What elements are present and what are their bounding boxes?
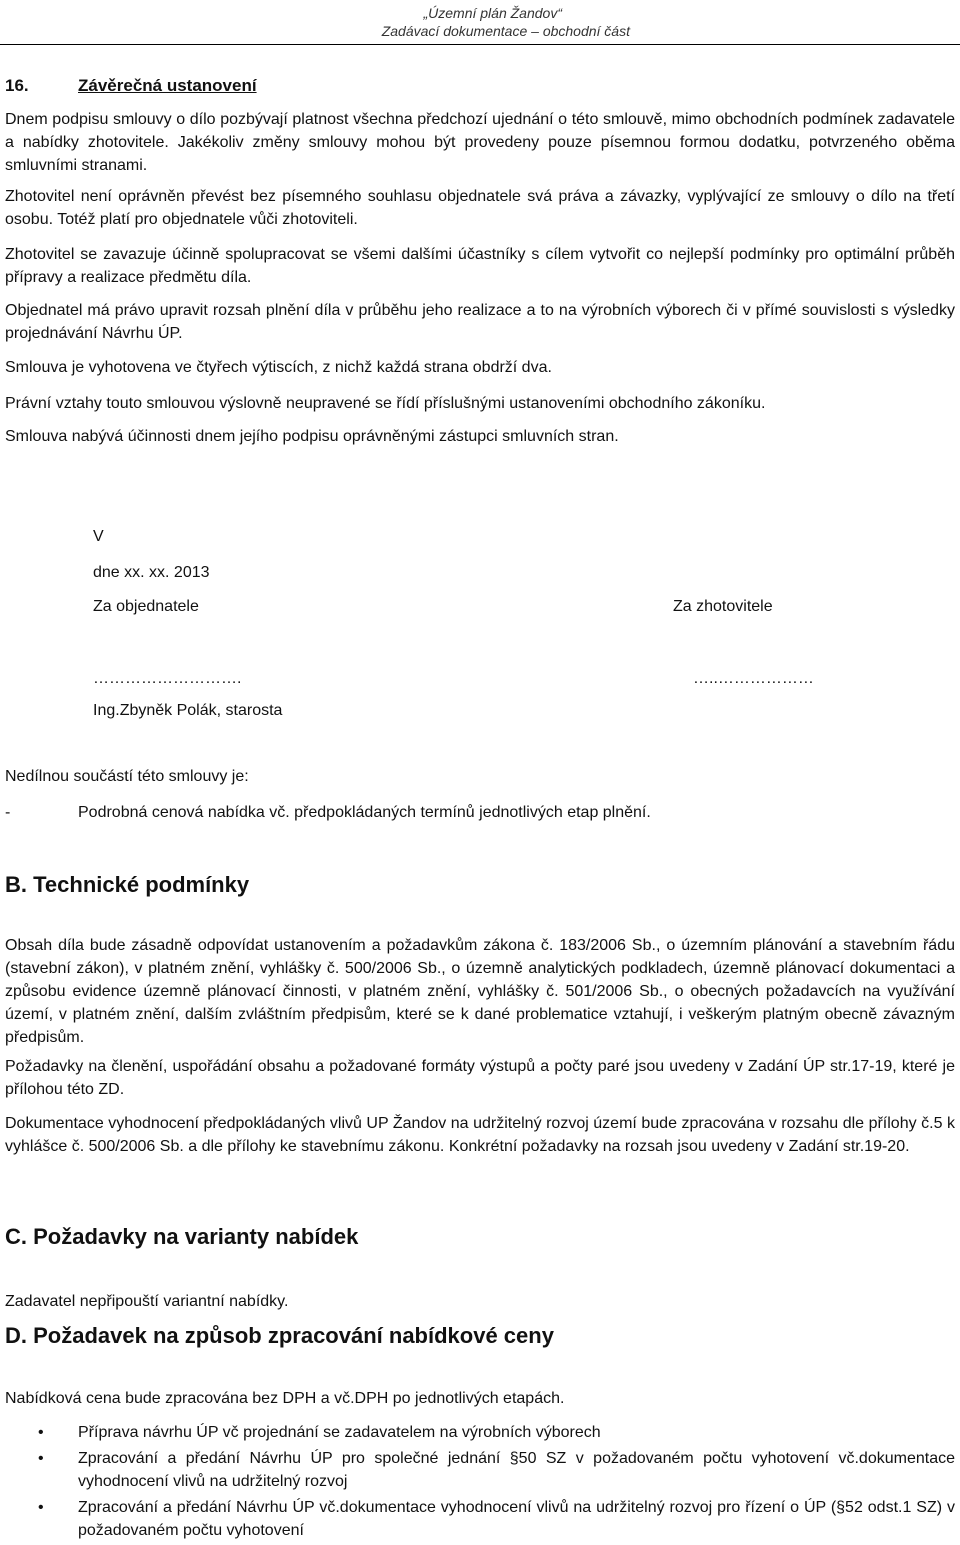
list-item-text: Zpracování a předání Návrhu ÚP vč.dokumentace vyhodnocení vlivů na udržitelný rozvoj pro řízení o ÚP (§52 odst.1 SZ) v požadovaném počtu vyhotovení xyxy=(78,1499,955,1539)
s16-paragraph-6: Právní vztahy touto smlouvou výslovně neupravené se řídí příslušnými ustanoveními obchodního zákoníku. xyxy=(5,395,766,412)
header-document-title: Zadávací dokumentace – obchodní část xyxy=(381,23,630,39)
attachment-intro: Nedílnou součástí této smlouvy je: xyxy=(5,768,249,785)
s16-paragraph-7: Smlouva nabývá účinnosti dnem jejího podpisu oprávněnými zástupci smluvních stran. xyxy=(5,428,619,445)
signature-left-label: Za objednatele xyxy=(93,598,199,615)
signature-left-name: Ing.Zbyněk Polák, starosta xyxy=(93,702,283,719)
bullet-marker: • xyxy=(38,1450,44,1467)
signature-right-line: …..……………… xyxy=(693,670,814,687)
section-b-heading: B. Technické podmínky xyxy=(5,872,250,897)
price-items-list xyxy=(5,1421,955,1545)
signature-right-label: Za zhotovitele xyxy=(673,598,773,615)
s16-paragraph-4: Objednatel má právo upravit rozsah plnění díla v průběhu jeho realizace a to na výrobních výborech či v přímé souvislosti s výsledky projednávání Návrhu ÚP. xyxy=(5,302,955,342)
list-item-text: Zpracování a předání Návrhu ÚP pro společné jednání §50 SZ v požadovaném počtu vyhotovení vč.dokumentace vyhodnocení vlivů na udržitelný rozvoj xyxy=(78,1450,955,1490)
section-c-heading: C. Požadavky na varianty nabídek xyxy=(5,1224,359,1249)
list-item xyxy=(5,1421,955,1444)
section-16-heading xyxy=(5,76,955,96)
signature-place: V xyxy=(93,528,104,545)
s16-paragraph-2: Zhotovitel není oprávněn převést bez písemného souhlasu objednatele svá práva a závazky, vyplývající ze smlouvy o dílo na třetí osobu. Totéž platí pro objednatele vůči zhotoviteli. xyxy=(5,188,955,228)
list-item-text: Příprava návrhu ÚP vč projednání se zadavatelem na výrobních výborech xyxy=(78,1424,601,1441)
signature-left-line: ………………………. xyxy=(93,670,242,687)
signature-date: dne xx. xx. 2013 xyxy=(93,564,210,581)
sb-paragraph-1: Obsah díla bude zásadně odpovídat ustanovením a požadavkům zákona č. 183/2006 Sb., o územním plánování a stavebním řádu (stavební zákon), v platném znění, vyhlášky č. 500/2006 Sb., o územně analytických podkladech, územně plánovací dokumentaci a způsobu evidence územně plánovací činnosti, v platném znění, vyhlášky č. 501/2006 Sb., o obecných požadavcích na využívání území, v platném znění, dalším zvláštním předpisům, které se k dané problematice vztahují, i veškerým platným obecně závazným předpisům. xyxy=(5,937,955,1046)
attachment-item: Podrobná cenová nabídka vč. předpokládaných termínů jednotlivých etap plnění. xyxy=(78,804,651,821)
list-item xyxy=(5,1447,955,1493)
bullet-marker: • xyxy=(38,1499,44,1516)
s16-paragraph-1: Dnem podpisu smlouvy o dílo pozbývají platnost všechna předchozí ujednání o této smlouvě, mimo obchodních podmínek zadavatele a nabídky zhotovitele. Jakékoliv změny smlouvy mohou být provedeny pouze písemnou formou dodatku, potvrzeného oběma smluvními stranami. xyxy=(5,111,955,174)
section-c-text: Zadavatel nepřipouští variantní nabídky. xyxy=(5,1293,289,1310)
section-16-title: Závěrečná ustanovení xyxy=(78,76,257,95)
attachment-dash: - xyxy=(5,804,11,821)
section-d-heading: D. Požadavek na způsob zpracování nabídkové ceny xyxy=(5,1323,554,1348)
header-project-title: „Územní plán Žandov“ xyxy=(423,5,562,21)
page-header xyxy=(0,4,960,42)
s16-paragraph-5: Smlouva je vyhotovena ve čtyřech výtiscích, z nichž každá strana obdrží dva. xyxy=(5,359,552,376)
list-item xyxy=(5,1496,955,1542)
bullet-marker: • xyxy=(38,1424,44,1441)
section-16-number: 16. xyxy=(5,76,29,95)
s16-paragraph-3: Zhotovitel se zavazuje účinně spolupracovat se všemi dalšími účastníky s cílem vytvořit co nejlepší podmínky pro optimální průběh přípravy a realizace předmětu díla. xyxy=(5,246,955,286)
header-rule xyxy=(0,44,960,45)
sb-paragraph-3: Dokumentace vyhodnocení předpokládaných vlivů UP Žandov na udržitelný rozvoj území bude zpracována v rozsahu dle přílohy č.5 k vyhlášce č. 500/2006 Sb. a dle přílohy ke stavebnímu zákonu. Konkrétní požadavky na rozsah jsou uvedeny v Zadání str.19-20. xyxy=(5,1115,955,1155)
section-d-intro: Nabídková cena bude zpracována bez DPH a vč.DPH po jednotlivých etapách. xyxy=(5,1390,565,1407)
sb-paragraph-2: Požadavky na členění, uspořádání obsahu a požadované formáty výstupů a počty paré jsou uvedeny v Zadání ÚP str.17-19, které je přílohou této ZD. xyxy=(5,1058,955,1098)
